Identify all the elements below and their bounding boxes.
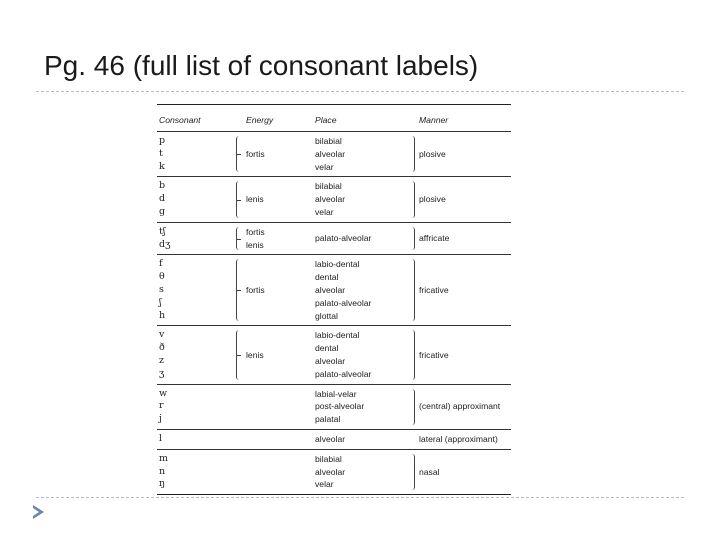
table-row: [157, 132, 511, 177]
manner-brace: [409, 330, 415, 379]
slide-title: Pg. 46 (full list of consonant labels): [44, 50, 479, 81]
table-row: [157, 430, 511, 450]
manner-label: affricate: [419, 233, 450, 244]
consonant-symbol: r: [159, 400, 164, 412]
place-label: alveolar: [315, 148, 346, 159]
bottom-divider: [36, 497, 684, 498]
manner-brace: [409, 181, 415, 217]
place-label: alveolar: [315, 355, 346, 366]
place-label: velar: [315, 479, 334, 490]
place-column: [315, 433, 345, 446]
table-row: [157, 385, 511, 430]
symbol-column: [159, 180, 165, 218]
energy-label: fortis: [246, 226, 265, 237]
place-label: post-alveolar: [315, 401, 365, 412]
energy-brace-tip: [237, 239, 241, 240]
consonant-symbol: s: [159, 283, 164, 295]
consonant-symbol: t: [159, 147, 163, 159]
symbol-column: [159, 226, 170, 252]
place-label: velar: [315, 206, 334, 217]
table-row: [157, 177, 511, 222]
consonant-symbol: v: [159, 329, 165, 341]
place-label: labio-dental: [315, 330, 360, 341]
manner-brace: [409, 259, 415, 321]
table-row: [157, 326, 511, 384]
consonant-symbol: θ: [159, 271, 165, 283]
consonant-table: [157, 104, 511, 495]
top-divider: [36, 91, 684, 92]
symbol-column: [159, 388, 167, 426]
place-label: bilabial: [315, 136, 342, 146]
header-energy: Energy: [246, 115, 274, 125]
energy-brace-tip: [237, 200, 241, 201]
energy-brace-tip: [237, 355, 241, 356]
symbol-column: [159, 433, 162, 446]
place-label: velar: [315, 161, 334, 172]
place-label: labio-dental: [315, 259, 360, 270]
place-column: [315, 453, 345, 491]
manner-label: (central) approximant: [419, 401, 501, 412]
place-label: palato-alveolar: [315, 233, 372, 244]
manner-brace: [409, 389, 415, 425]
energy-brace-tip: [237, 290, 241, 291]
place-column: [315, 180, 345, 218]
consonant-symbol: w: [159, 387, 168, 399]
consonant-symbol: g: [159, 205, 166, 217]
place-label: alveolar: [315, 194, 346, 205]
consonant-symbol: m: [159, 452, 169, 464]
place-column: [315, 388, 364, 426]
consonant-symbol: n: [159, 465, 166, 477]
table-row: [157, 450, 511, 495]
consonant-symbol: ʒ: [159, 367, 165, 379]
energy-label: lenis: [246, 239, 264, 250]
consonant-symbol: dʒ: [159, 238, 171, 250]
place-column: [315, 329, 371, 380]
consonant-symbol: d: [159, 193, 166, 205]
consonant-symbol: l: [159, 432, 163, 444]
place-label: bilabial: [315, 181, 342, 192]
table-row: [157, 255, 511, 326]
consonant-symbol: k: [159, 160, 165, 172]
table-body: [157, 132, 511, 495]
consonant-symbol: j: [159, 413, 162, 425]
place-label: glottal: [315, 310, 338, 321]
header-manner: Manner: [419, 115, 449, 125]
table-header: [157, 105, 511, 131]
place-label: bilabial: [315, 453, 342, 464]
consonant-symbol: h: [159, 309, 166, 321]
manner-label: plosive: [419, 148, 446, 159]
manner-brace: [409, 454, 415, 490]
symbol-column: [159, 135, 165, 173]
place-column: [315, 135, 345, 173]
manner-brace: [409, 136, 415, 172]
consonant-symbol: tʃ: [159, 225, 166, 237]
manner-label: fricative: [419, 284, 449, 295]
header-place: Place: [315, 115, 337, 125]
place-label: dental: [315, 343, 339, 354]
header-consonant: Consonant: [159, 115, 201, 125]
symbol-column: [159, 258, 165, 322]
energy-label: lenis: [246, 349, 264, 360]
energy-brace-tip: [237, 154, 241, 155]
place-label: alveolar: [315, 284, 346, 295]
manner-brace: [409, 227, 415, 251]
consonant-symbol: b: [159, 180, 166, 192]
consonant-symbol: z: [159, 354, 165, 366]
place-label: palato-alveolar: [315, 368, 372, 379]
energy-label: fortis: [246, 284, 265, 295]
place-label: palato-alveolar: [315, 297, 372, 308]
table-row: [157, 223, 511, 256]
consonant-symbol: f: [159, 258, 163, 270]
consonant-symbol: ŋ: [159, 478, 166, 490]
symbol-column: [159, 453, 168, 491]
slide-bullet-icon: [33, 505, 44, 519]
place-label: palatal: [315, 414, 341, 425]
place-column: [315, 232, 371, 245]
consonant-symbol: p: [159, 135, 166, 146]
place-label: dental: [315, 272, 339, 283]
place-label: alveolar: [315, 433, 346, 444]
symbol-column: [159, 329, 165, 380]
manner-label: plosive: [419, 194, 446, 205]
place-label: alveolar: [315, 466, 346, 477]
manner-label: lateral (approximant): [419, 433, 498, 444]
consonant-symbol: ʃ: [159, 296, 162, 308]
consonant-symbol: ð: [159, 342, 165, 354]
energy-label: lenis: [246, 194, 264, 205]
place-column: [315, 258, 371, 322]
manner-label: nasal: [419, 466, 440, 477]
place-label: labial-velar: [315, 388, 357, 399]
manner-label: fricative: [419, 349, 449, 360]
energy-label: fortis: [246, 148, 265, 159]
